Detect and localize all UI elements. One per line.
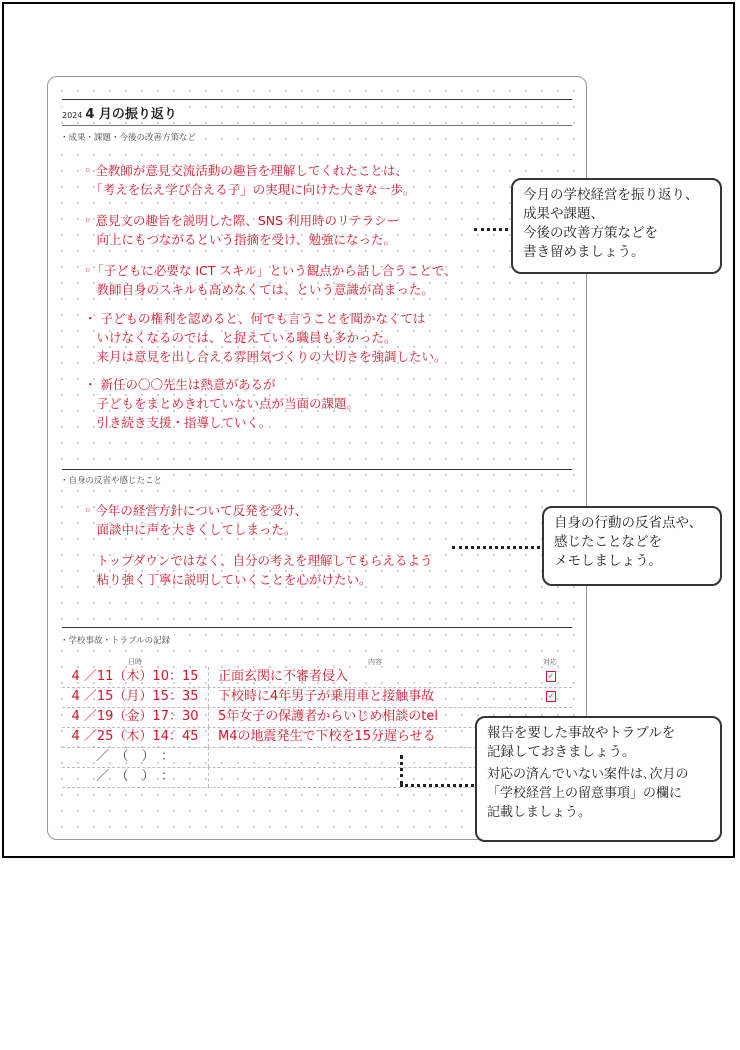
col-action-header: 対応 bbox=[543, 658, 557, 666]
row-date: 4 ／11（木）10：15 bbox=[62, 667, 209, 687]
callout-reflection-tip bbox=[511, 178, 722, 274]
note-2: ◦ 意見文の趣旨を説明した際、SNS 利用時のリテラシー 向上にもつながるという指摘を受け、勉強になった。 bbox=[84, 213, 400, 247]
note-4: ・ 子どもの権利を認めると、何でも言うことを聞かなくては いけなくなるのでは、と捉えている職員も多かった。 来月は意見を出し合える雰囲気づくりの大切さを強調したい。 bbox=[84, 311, 447, 364]
callout2-connector bbox=[452, 546, 540, 549]
reflection-note-2: トップダウンではなく、自分の考えを理解してもらえるよう 粘り強く丁寧に説明していくことを心がけたい。 bbox=[96, 553, 433, 587]
rule-section3 bbox=[62, 627, 572, 628]
table-row bbox=[62, 667, 572, 688]
callout1-connector bbox=[474, 228, 508, 231]
note-1: ◦ 全教師が意見交流活動の趣旨を理解してくれたことは、 「考えを伝え学び合える子」の実現に向けた大きな一歩。 bbox=[84, 163, 416, 197]
rule-top bbox=[62, 99, 572, 100]
col-date-header: 日時 bbox=[128, 658, 142, 666]
row-date: 4 ／25（木）14：45 bbox=[62, 727, 209, 747]
callout3-connector-v bbox=[400, 755, 403, 785]
done-checkbox-icon[interactable]: ✓ bbox=[546, 671, 556, 682]
row-date: ／ （ ） ： bbox=[62, 767, 209, 787]
reflection-note-1: ◦ 今年の経営方針について反発を受け、 面談中に声を大きくしてしまった。 bbox=[84, 503, 308, 537]
year-label: 2024 bbox=[62, 111, 83, 120]
note-3: ◦「子どもに必要な ICT スキル」という観点から話し合うことで、 教師自身のスキルも高めなくては、という意識が高まった。 bbox=[84, 263, 457, 297]
table-row bbox=[62, 687, 572, 708]
row-content: 下校時に4年男子が乗用車と接触事故 bbox=[218, 689, 435, 704]
month-title bbox=[62, 103, 181, 122]
section-achievements-label: ・成果・課題・今後の改善方策など bbox=[60, 131, 200, 143]
row-date: ／ （ ） ： bbox=[62, 747, 209, 767]
callout-2-text: 自身の行動の反省点や、 感じたことなどを メモしましょう。 bbox=[554, 515, 703, 569]
section-reflection-label: ・自身の反省や感じたこと bbox=[60, 474, 166, 486]
col-content-header: 内容 bbox=[368, 658, 382, 666]
callout-self-reflection-tip bbox=[542, 506, 722, 586]
callout3-connector-h bbox=[400, 784, 474, 787]
month-title-text: 4 月の振り返り bbox=[85, 107, 177, 122]
done-checkbox-icon[interactable]: ✓ bbox=[546, 691, 556, 702]
rule-section2 bbox=[62, 469, 572, 470]
row-content: 正面玄関に不審者侵入 bbox=[218, 669, 349, 684]
callout-3-extra-text: 対応の済んでいない案件は､次月の 「学校経営上の留意事項」の欄に 記載しましょう。 bbox=[487, 767, 689, 820]
row-content: M4の地震発生で下校を15分遅らせる bbox=[218, 729, 436, 744]
callout-1-text: 今月の学校経営を振り返り、 成果や課題、 今後の改善方策などを 書き留めましょう。 bbox=[523, 187, 699, 260]
callout-3-text: 報告を要した事故やトラブルを 記録しておきましょう。 bbox=[487, 725, 676, 760]
row-content: 5年女子の保護者からいじめ相談のtel bbox=[218, 709, 438, 724]
callout-incident-tip bbox=[475, 716, 722, 842]
note-5: ・ 新任の〇〇先生は熱意があるが 子どもをまとめきれていない点が当面の課題。 引き続き支援・指導していく。 bbox=[84, 377, 360, 430]
row-date: 4 ／19（金）17：30 bbox=[62, 707, 209, 727]
row-date: 4 ／15（月）15：35 bbox=[62, 687, 209, 707]
section-incidents-label: ・学校事故・トラブルの記録 bbox=[60, 634, 174, 646]
rule-under-title bbox=[62, 125, 572, 126]
